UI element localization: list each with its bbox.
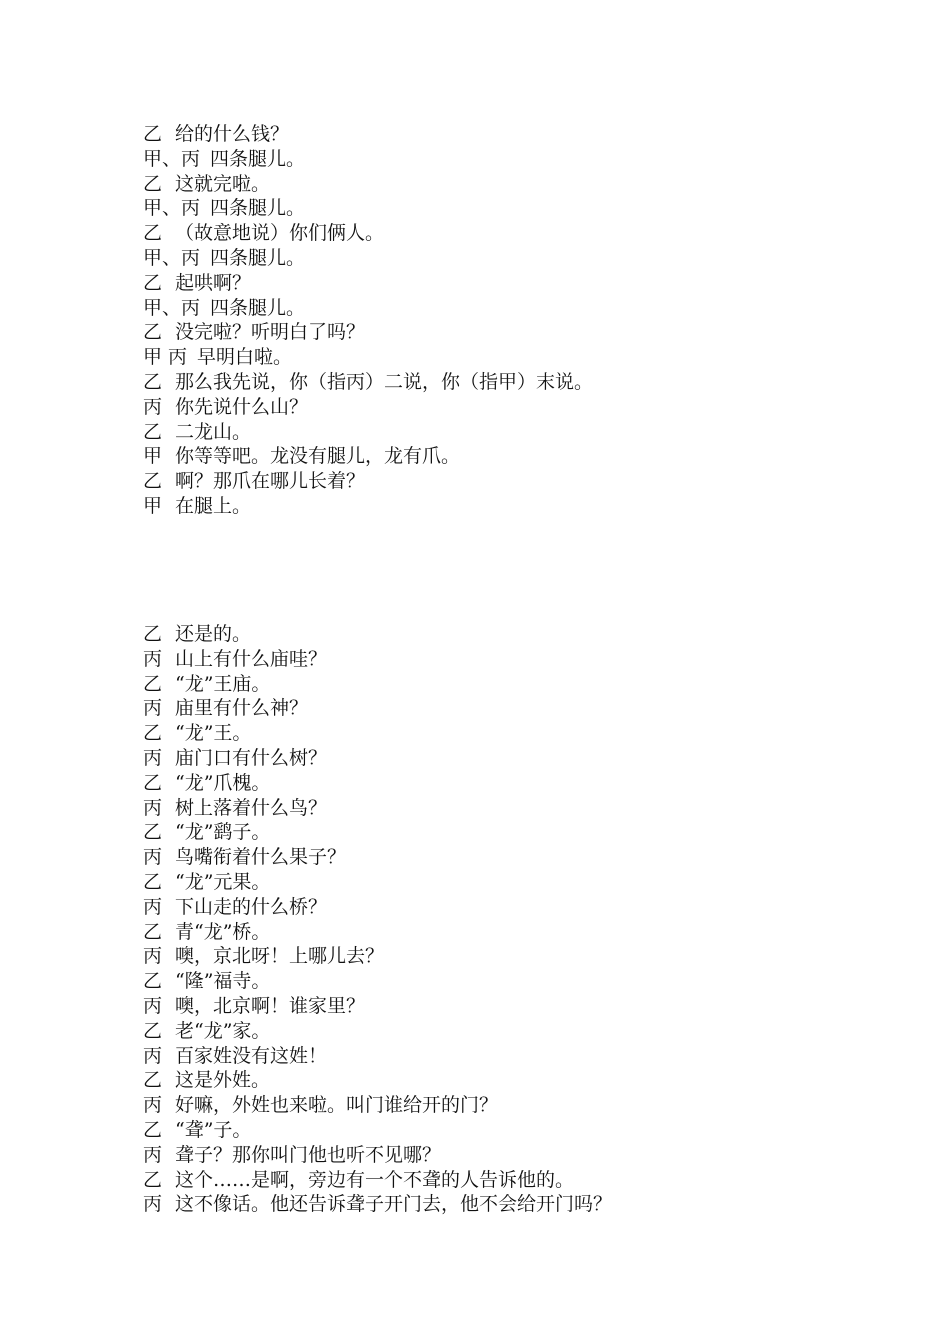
dialogue-line [143,796,863,821]
dialogue-line [143,1019,863,1044]
dialogue-line [143,122,863,147]
line-text: 青“龙”桥。 [175,920,271,943]
dialogue-line [143,944,863,969]
dialogue-line [143,271,863,296]
dialogue-line [143,296,863,321]
speaker-label: 乙 [143,1118,163,1141]
dialogue-line [143,969,863,994]
line-text: 鸟嘴衔着什么果子？ [175,846,347,869]
speaker-label: 乙 [143,370,163,393]
dialogue-line [143,1168,863,1193]
dialogue-block-1 [143,122,863,519]
line-text: 在腿上。 [175,494,252,517]
line-text: 噢，北京啊！谁家里？ [175,994,366,1017]
speaker-label: 丙 [143,945,163,968]
speaker-label: 乙 [143,672,163,695]
speaker-label: 丙 [143,895,163,918]
speaker-label: 丙 [143,647,163,670]
line-text: 聋子？那你叫门他也听不见哪？ [175,1143,442,1166]
dialogue-line [143,1068,863,1093]
line-text: 噢，京北呀！上哪儿去？ [175,945,385,968]
line-text: 给的什么钱？ [175,123,290,145]
dialogue-line [143,647,863,672]
speaker-label: 乙 [143,722,163,745]
line-text: 好嘛，外姓也来啦。叫门谁给开的门？ [175,1094,499,1117]
line-text: “龙”元果。 [175,870,271,893]
dialogue-line [143,622,863,647]
dialogue-line [143,994,863,1019]
line-text: 那么我先说，你（指丙）二说，你（指甲）末说。 [175,370,594,393]
line-text: 这是外姓。 [175,1069,271,1092]
speaker-label: 乙 [143,222,163,245]
dialogue-line [143,1093,863,1118]
line-text: 你先说什么山？ [175,395,309,418]
speaker-label: 丙 [143,1193,163,1216]
line-text: 下山走的什么桥？ [175,895,328,918]
speaker-label: 乙 [143,1019,163,1042]
dialogue-line [143,147,863,172]
line-text: 庙门口有什么树？ [175,746,328,769]
line-text: “隆”福寺。 [175,970,271,993]
line-text: 啊？那爪在哪儿长着？ [175,470,366,493]
speaker-label: 乙 [143,470,163,493]
speaker-label: 乙 [143,771,163,794]
line-text: “龙”爪槐。 [175,771,271,794]
line-text: “龙”王庙。 [175,672,271,695]
line-text: 这个……是啊，旁边有一个不聋的人告诉他的。 [175,1168,575,1191]
speaker-label: 乙 [143,172,163,195]
speaker-label: 甲 [143,494,163,517]
dialogue-line [143,172,863,197]
speaker-label: 丙 [143,994,163,1017]
speaker-label: 丙 [143,1044,163,1067]
line-text: 百家姓没有这姓！ [175,1044,328,1067]
line-text: “龙”鹞子。 [175,821,271,844]
dialogue-line [143,345,863,370]
dialogue-line [143,1192,863,1217]
speaker-label: 丙 [143,846,163,869]
speaker-label: 乙 [143,623,163,645]
speaker-label: 乙 [143,920,163,943]
speaker-label: 甲 [143,445,163,468]
line-text: 树上落着什么鸟？ [175,796,328,819]
line-text: 四条腿儿。 [210,246,306,269]
speaker-label: 乙 [143,420,163,443]
speaker-label: 乙 [143,321,163,344]
line-text: 早明白啦。 [197,346,293,369]
dialogue-line [143,395,863,420]
line-text: 还是的。 [175,623,252,645]
dialogue-line [143,469,863,494]
dialogue-line [143,845,863,870]
line-text: 起哄啊？ [175,271,252,294]
dialogue-line [143,221,863,246]
speaker-label: 乙 [143,970,163,993]
line-text: 二龙山。 [175,420,252,443]
dialogue-line [143,1044,863,1069]
dialogue-line [143,444,863,469]
dialogue-line [143,246,863,271]
speaker-label: 甲、丙 [143,296,201,319]
line-text: 老“龙”家。 [175,1019,271,1042]
dialogue-line [143,820,863,845]
line-text: 四条腿儿。 [210,296,306,319]
speaker-label: 乙 [143,1168,163,1191]
dialogue-line [143,920,863,945]
speaker-label: 乙 [143,870,163,893]
speaker-label: 丙 [143,1094,163,1117]
dialogue-line [143,870,863,895]
dialogue-line [143,746,863,771]
line-text: “龙”王。 [175,722,252,745]
dialogue-line [143,771,863,796]
line-text: 你等等吧。龙没有腿儿，龙有爪。 [175,445,461,468]
dialogue-block-2 [143,622,863,1217]
speaker-label: 丙 [143,796,163,819]
speaker-label: 丙 [143,1143,163,1166]
dialogue-line [143,196,863,221]
dialogue-line [143,1143,863,1168]
dialogue-line [143,1118,863,1143]
dialogue-line [143,420,863,445]
speaker-label: 乙 [143,821,163,844]
dialogue-line [143,696,863,721]
line-text: 山上有什么庙哇？ [175,647,328,670]
line-text: （故意地说）你们俩人。 [175,222,385,245]
dialogue-line [143,320,863,345]
line-text: 庙里有什么神？ [175,697,309,720]
line-text: 这就完啦。 [175,172,271,195]
line-text: 四条腿儿。 [210,147,306,170]
speaker-label: 甲 丙 [143,346,188,369]
speaker-label: 丙 [143,697,163,720]
speaker-label: 乙 [143,123,163,145]
line-text: 四条腿儿。 [210,197,306,220]
speaker-label: 甲、丙 [143,147,201,170]
dialogue-line [143,672,863,697]
speaker-label: 丙 [143,746,163,769]
speaker-label: 丙 [143,395,163,418]
speaker-label: 乙 [143,271,163,294]
line-text: “聋”子。 [175,1118,252,1141]
dialogue-line [143,721,863,746]
line-text: 这不像话。他还告诉聋子开门去，他不会给开门吗？ [175,1193,613,1216]
dialogue-line [143,895,863,920]
speaker-label: 乙 [143,1069,163,1092]
dialogue-line [143,494,863,519]
dialogue-line [143,370,863,395]
speaker-label: 甲、丙 [143,197,201,220]
speaker-label: 甲、丙 [143,246,201,269]
line-text: 没完啦？听明白了吗？ [175,321,366,344]
